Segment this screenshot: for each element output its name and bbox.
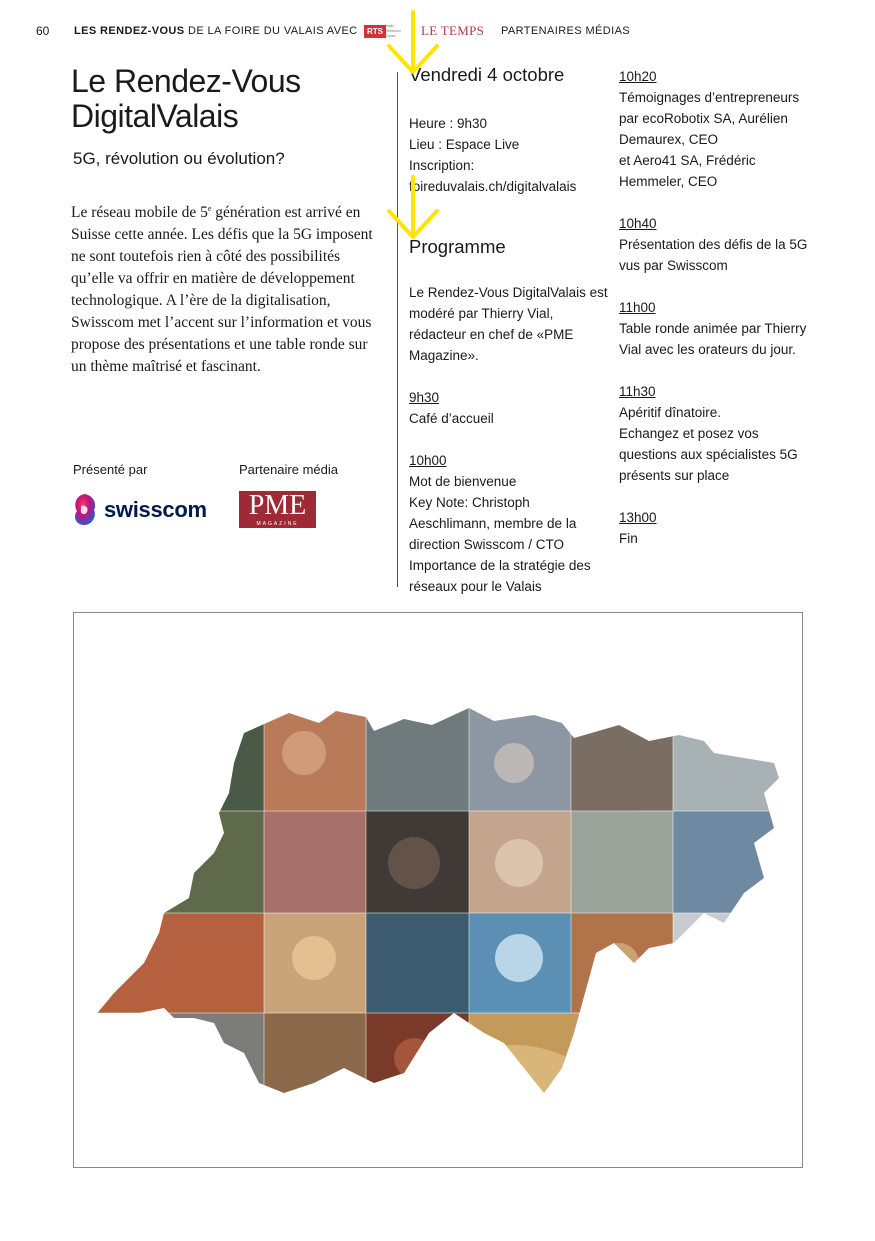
- program-line: Présentation des défis de la 5G vus par Swisscom: [619, 237, 808, 273]
- program-line: Témoignages d’entrepreneurs par ecoRobotix SA, Aurélien Demaurex, CEO: [619, 90, 800, 147]
- event-time: Heure : 9h30: [409, 116, 488, 131]
- media-partners-label: PARTENAIRES MÉDIAS: [501, 25, 631, 37]
- article-subtitle: 5G, révolution ou évolution?: [73, 149, 285, 168]
- moderator-text: Le Rendez-Vous DigitalValais est modéré par Thierry Vial, rédacteur en chef de «PME Magazine».: [409, 285, 608, 363]
- rts-logo: RTS: [364, 25, 386, 38]
- swisscom-wordmark: swisscom: [104, 497, 207, 522]
- program-time: 11h30: [619, 384, 656, 399]
- program-line: Fin: [619, 531, 638, 546]
- article-intro: [71, 198, 386, 378]
- pme-magazine-logo: [239, 491, 316, 528]
- program-line: Importance de la stratégie des réseaux pour le Valais: [409, 558, 591, 594]
- program-line: Café d’accueil: [409, 411, 494, 426]
- program-time: 10h00: [409, 453, 447, 468]
- swisscom-lifeform-icon: [72, 492, 98, 528]
- header-series-rest: DE LA FOIRE DU VALAIS AVEC: [187, 25, 358, 37]
- program-heading: Programme: [409, 236, 506, 257]
- program-line: Mot de bienvenue: [409, 474, 517, 489]
- event-place: Lieu : Espace Live: [409, 137, 520, 152]
- page-number: 60: [36, 24, 50, 38]
- column-divider: [397, 72, 398, 587]
- annotation-arrow-down-icon: [383, 10, 443, 90]
- program-column-right: [619, 66, 819, 549]
- annotation-arrow-down-icon: [383, 175, 443, 255]
- program-time: 11h00: [619, 300, 656, 315]
- program-line: Echangez et posez vos questions aux spécialistes 5G présents sur place: [619, 426, 798, 483]
- registration-label: Inscription:: [409, 158, 475, 173]
- pme-wordmark: PME: [248, 490, 307, 521]
- letemps-logo: LE TEMPS: [421, 23, 485, 38]
- program-time: 9h30: [409, 390, 440, 405]
- program-line: Table ronde animée par Thierry Vial avec les orateurs du jour.: [619, 321, 807, 357]
- program-line: Key Note: Christoph Aeschlimann, membre de la direction Swisscom / CTO: [409, 495, 577, 552]
- header-series-bold: LES RENDEZ-VOUS: [74, 25, 185, 37]
- rts-logo-subtitle: Radio Télévision Suisse: [385, 24, 401, 38]
- pme-subtitle: MAGAZINE: [256, 521, 299, 527]
- intro-text-rest: génération est arrivé en Suisse cette année. Les défis que la 5G imposent ne sont toutefois rien à côté des possibilités qu’elle va offrir en matière de développement technologique. A l’ère de la digitalisation, Swisscom met l’accent sur l’information et vous propose des présentations et une table ronde sur un thème maîtrisé et fascinant.: [71, 204, 373, 376]
- event-date: Vendredi 4 octobre: [409, 64, 565, 85]
- program-line: et Aero41 SA, Frédéric Hemmeler, CEO: [619, 153, 756, 189]
- article-title: Le Rendez-Vous DigitalValais: [71, 63, 301, 134]
- switzerland-map-collage: [74, 613, 802, 1167]
- media-partner-label: Partenaire média: [239, 462, 338, 477]
- program-time: 10h20: [619, 69, 657, 84]
- program-column-left: [409, 282, 609, 597]
- header-series: [74, 25, 358, 37]
- program-time: 10h40: [619, 216, 657, 231]
- registration-link[interactable]: foireduvalais.ch/digitalvalais: [409, 179, 577, 194]
- swisscom-logo: [72, 492, 207, 528]
- switzerland-photo-map: [73, 612, 803, 1168]
- intro-text-start: Le réseau mobile de 5: [71, 204, 208, 222]
- presented-by-label: Présenté par: [73, 462, 148, 477]
- intro-superscript: e: [207, 204, 212, 213]
- program-line: Apéritif dînatoire.: [619, 405, 722, 420]
- program-time: 13h00: [619, 510, 657, 525]
